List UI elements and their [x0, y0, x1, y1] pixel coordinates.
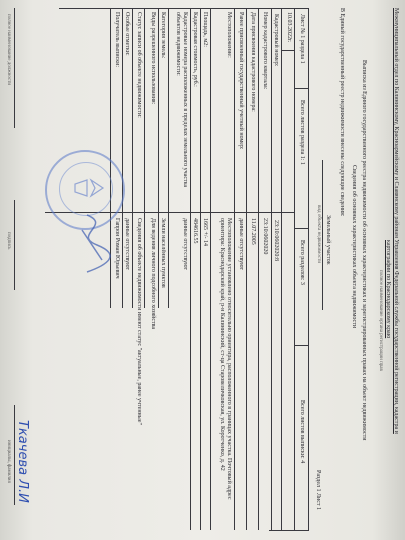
signer-name: Ткачева Л.И: [15, 420, 30, 503]
row-divider: [144, 8, 145, 308]
field-value: Для ведения личного подсобного хозяйства: [150, 218, 156, 330]
field-value: 11.07.2005: [250, 218, 256, 245]
row-divider: [132, 8, 133, 308]
field-label: Кадастровая стоимость, руб.:: [192, 12, 198, 87]
object-type-caption: вид объекта недвижимости: [316, 205, 321, 264]
extract-date: 10.03.2022г.: [286, 12, 292, 43]
field-label: Ранее присвоенный государственный учетный номер:: [238, 12, 244, 150]
agency-line-1: Межмуниципальный отдел по Калининскому, Красноармейскому и Славянскому районам Управления Федеральной службы государственной регистрации, кадастра и: [393, 8, 399, 434]
field-label: Получатель выписки:: [114, 12, 120, 68]
sheets-in-extract: Всего листов выписки: 4: [299, 400, 305, 464]
signature-caption: подпись: [6, 232, 11, 250]
row-divider: [258, 8, 259, 530]
field-value: данные отсутствуют: [182, 218, 188, 271]
field-value: Местоположение установлено относительно ориентира, расположенного в границах участка. Почтовый адрес ориентира: Краснодарский край, р-н Калининский, ст-ца Старовеличковская, ул. Коротченко, д. 42: [219, 218, 232, 500]
field-label: Категория земель:: [160, 12, 166, 59]
field-label: Особые отметки:: [124, 12, 130, 56]
agency-caption: полное наименование органа регистрации прав: [378, 270, 383, 371]
position-caption: полное наименование должности: [6, 14, 11, 86]
sections-total: Всего разделов: 3: [299, 240, 305, 285]
row-divider: [200, 8, 201, 530]
doc-title-line-2: Сведения об основных характеристиках объекта недвижимости: [351, 165, 357, 329]
field-value: 484616.55: [192, 218, 198, 244]
row-divider: [190, 8, 191, 530]
cadastral-number-value: 23:10:0602020:8: [273, 220, 279, 262]
field-value: 1665 +/- 14: [202, 218, 208, 247]
field-value: данные отсутствуют: [238, 218, 244, 271]
table-top-border: [308, 8, 309, 530]
row-divider: [168, 8, 169, 308]
field-label: Кадастровые номера расположенных в пределах земельного участка объектов недвижимости:: [175, 12, 188, 188]
sheets-in-section: Всего листов раздела 1: 1: [299, 100, 305, 165]
field-label: Дата присвоения кадастрового номера:: [250, 12, 256, 112]
section-label: Раздел 1 Лист 1: [315, 470, 321, 511]
field-value: 23:10:0602020: [262, 218, 268, 255]
row-divider: [158, 8, 159, 308]
row-divider: [210, 8, 211, 530]
row-divider: [246, 8, 247, 530]
field-value: Гапрон Роман Юрьевич: [114, 218, 120, 279]
doc-title-line-1: Выписка из Единого государственного реестра недвижимости об основных характеристиках и зарегистрированных правах на объект недвижимости: [361, 60, 367, 441]
intro-line: В Единый государственный реестр недвижимости внесены следующие сведения:: [339, 8, 345, 217]
row-divider: [234, 8, 235, 530]
field-label: Статус записи об объекте недвижимости:: [136, 12, 142, 118]
field-label: Площадь, м2:: [202, 12, 208, 47]
field-value: Земли населённых пунктов: [160, 218, 166, 288]
agency-line-2: картографии по Краснодарскому краю: [385, 240, 391, 339]
field-label: Номер кадастрового квартала:: [262, 12, 268, 90]
sheet-number: Лист № 1 раздела 1: [299, 14, 305, 64]
object-type: Земельный участок: [325, 215, 331, 265]
handwritten-signature: [67, 210, 117, 280]
field-value: Сведения об объекте недвижимости имеют статус "актуальные, ранее учтенные": [136, 218, 142, 425]
initials-caption: инициалы, фамилия: [6, 440, 11, 483]
field-label: Местоположение:: [226, 12, 232, 58]
cadastral-number-label: Кадастровый номер:: [273, 14, 279, 67]
field-label: Виды разрешенного использования:: [150, 12, 156, 105]
field-value: данные отсутствуют: [124, 218, 130, 271]
